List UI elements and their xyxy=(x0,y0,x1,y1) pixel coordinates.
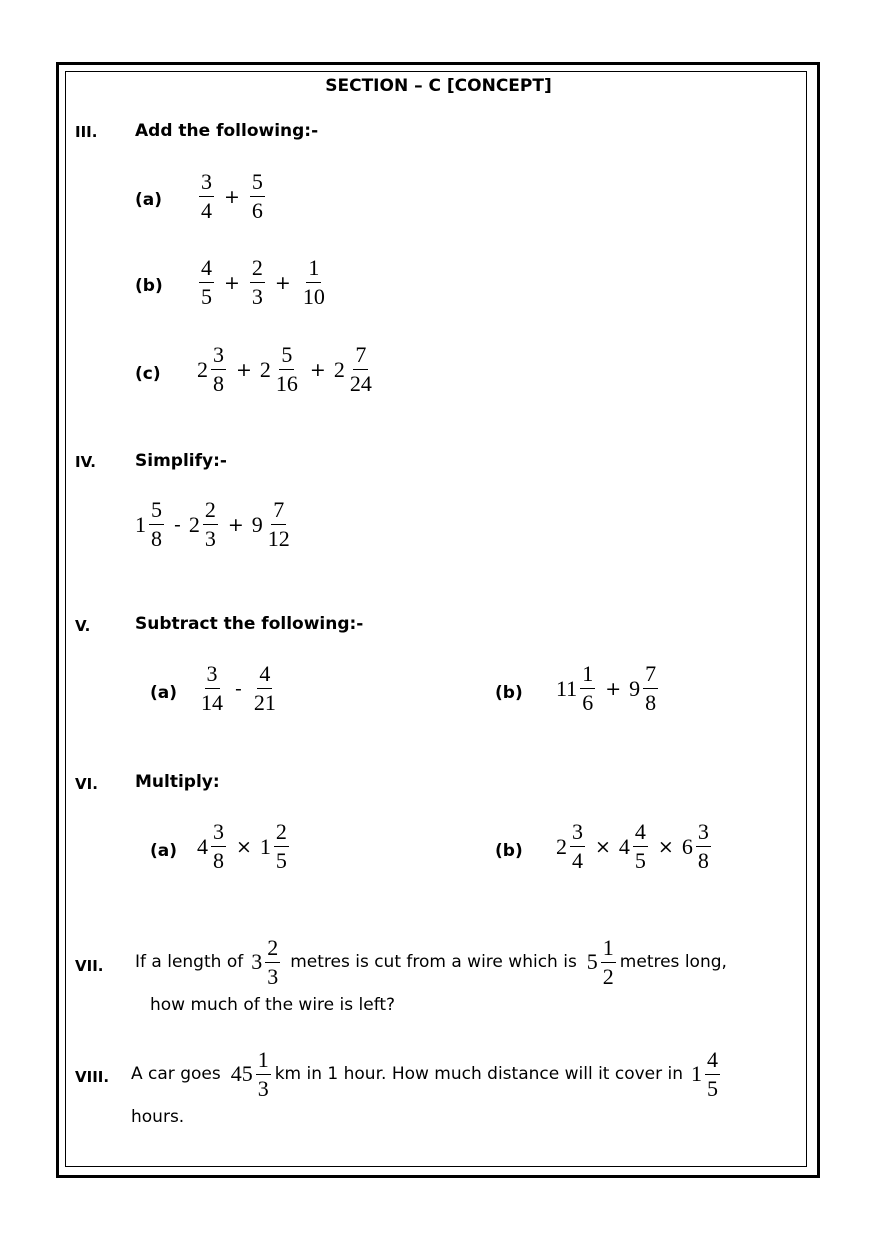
question-heading-4: Simplify:- xyxy=(135,451,227,471)
question-number-3: III. xyxy=(75,123,98,141)
q6-a-expression: 4 $\frac{3}{8}$ × 1 $\frac{2}{5}$ xyxy=(197,819,287,873)
fraction: $\frac{3}{8}$ xyxy=(213,819,224,873)
q6-b-label: (b) xyxy=(495,841,523,861)
q3-c-expression: 2 $\frac{3}{8}$ + 2 $\frac{5}{16}$ + 2 $\frac{7}{24}$ xyxy=(197,342,372,396)
fraction: $\frac{7}{24}$ xyxy=(349,342,372,396)
fraction: $\frac{1}{2}$ xyxy=(602,934,614,989)
q7-text-3: metres long, xyxy=(619,952,727,972)
q8-line-2: hours. xyxy=(131,1107,185,1127)
q3-b-label: (b) xyxy=(135,276,163,296)
fraction: $\frac{3}{14}$ xyxy=(201,661,223,715)
question-heading-6: Multiply: xyxy=(135,772,220,792)
q8-text-1: A car goes xyxy=(131,1064,221,1084)
question-number-5: V. xyxy=(75,617,91,635)
fraction: $\frac{2}{5}$ xyxy=(275,819,287,873)
q6-b-expression: 2 $\frac{3}{4}$ × 4 $\frac{4}{5}$ × 6 $\frac{3}{8}$ xyxy=(556,819,709,873)
q7-mixed-1: 3 $\frac{2}{3}$ xyxy=(251,934,279,989)
question-number-6: VI. xyxy=(75,775,98,793)
q7-text-2: metres is cut from a wire which is xyxy=(290,952,577,972)
q3-a-expression: $\frac{3}{4}$ + $\frac{5}{6}$ xyxy=(201,169,263,223)
q3-a-label: (a) xyxy=(135,190,163,210)
fraction: $\frac{5}{16}$ xyxy=(275,342,298,396)
q8-text-2: km in 1 hour. How much distance will it cover in xyxy=(274,1064,684,1084)
q4-expression: 1 $\frac{5}{8}$ - 2 $\frac{2}{3}$ + 9 $\frac{7}{12}$ xyxy=(135,497,290,551)
fraction: $\frac{5}{8}$ xyxy=(151,497,162,551)
question-heading-5: Subtract the following:- xyxy=(135,614,364,634)
fraction: $\frac{3}{4}$ xyxy=(201,169,212,223)
q6-a-label: (a) xyxy=(150,841,178,861)
fraction: $\frac{1}{3}$ xyxy=(257,1046,269,1101)
fraction: $\frac{3}{8}$ xyxy=(213,342,224,396)
q7-line-2: how much of the wire is left? xyxy=(150,995,396,1015)
fraction: $\frac{5}{6}$ xyxy=(251,169,263,223)
fraction: $\frac{7}{12}$ xyxy=(267,497,290,551)
fraction: $\frac{7}{8}$ xyxy=(645,661,657,715)
q3-b-expression: $\frac{4}{5}$ + $\frac{2}{3}$ + $\frac{1}{10}$ xyxy=(201,255,325,309)
q5-a-label: (a) xyxy=(150,683,178,703)
fraction: $\frac{1}{6}$ xyxy=(582,661,594,715)
section-title: SECTION – C [CONCEPT] xyxy=(325,76,552,96)
fraction: $\frac{4}{5}$ xyxy=(201,255,212,309)
fraction: $\frac{2}{3}$ xyxy=(204,497,216,551)
fraction: $\frac{1}{10}$ xyxy=(302,255,325,309)
fraction: $\frac{4}{5}$ xyxy=(707,1046,719,1101)
q8-mixed-1: 45 $\frac{1}{3}$ xyxy=(230,1046,269,1101)
question-number-8: VIII. xyxy=(75,1068,110,1086)
fraction: $\frac{4}{5}$ xyxy=(634,819,646,873)
q5-b-expression: 11 $\frac{1}{6}$ + 9 $\frac{7}{8}$ xyxy=(556,661,657,715)
fraction: $\frac{2}{3}$ xyxy=(267,934,279,989)
question-heading-3: Add the following:- xyxy=(135,121,319,141)
q8-mixed-2: 1 $\frac{4}{5}$ xyxy=(691,1046,719,1101)
q3-c-label: (c) xyxy=(135,364,161,384)
fraction: $\frac{2}{3}$ xyxy=(251,255,263,309)
q7-text-1: If a length of xyxy=(135,952,244,972)
q8-line-1 xyxy=(131,1044,722,1104)
fraction: $\frac{3}{8}$ xyxy=(697,819,709,873)
q5-b-label: (b) xyxy=(495,683,523,703)
question-number-4: IV. xyxy=(75,453,96,471)
question-number-7: VII. xyxy=(75,957,104,975)
fraction: $\frac{3}{4}$ xyxy=(572,819,583,873)
q7-mixed-2: 5 $\frac{1}{2}$ xyxy=(586,934,614,989)
q5-a-expression: $\frac{3}{14}$ - $\frac{4}{21}$ xyxy=(201,661,276,715)
fraction: $\frac{4}{21}$ xyxy=(253,661,276,715)
q7-line-1 xyxy=(135,932,727,992)
